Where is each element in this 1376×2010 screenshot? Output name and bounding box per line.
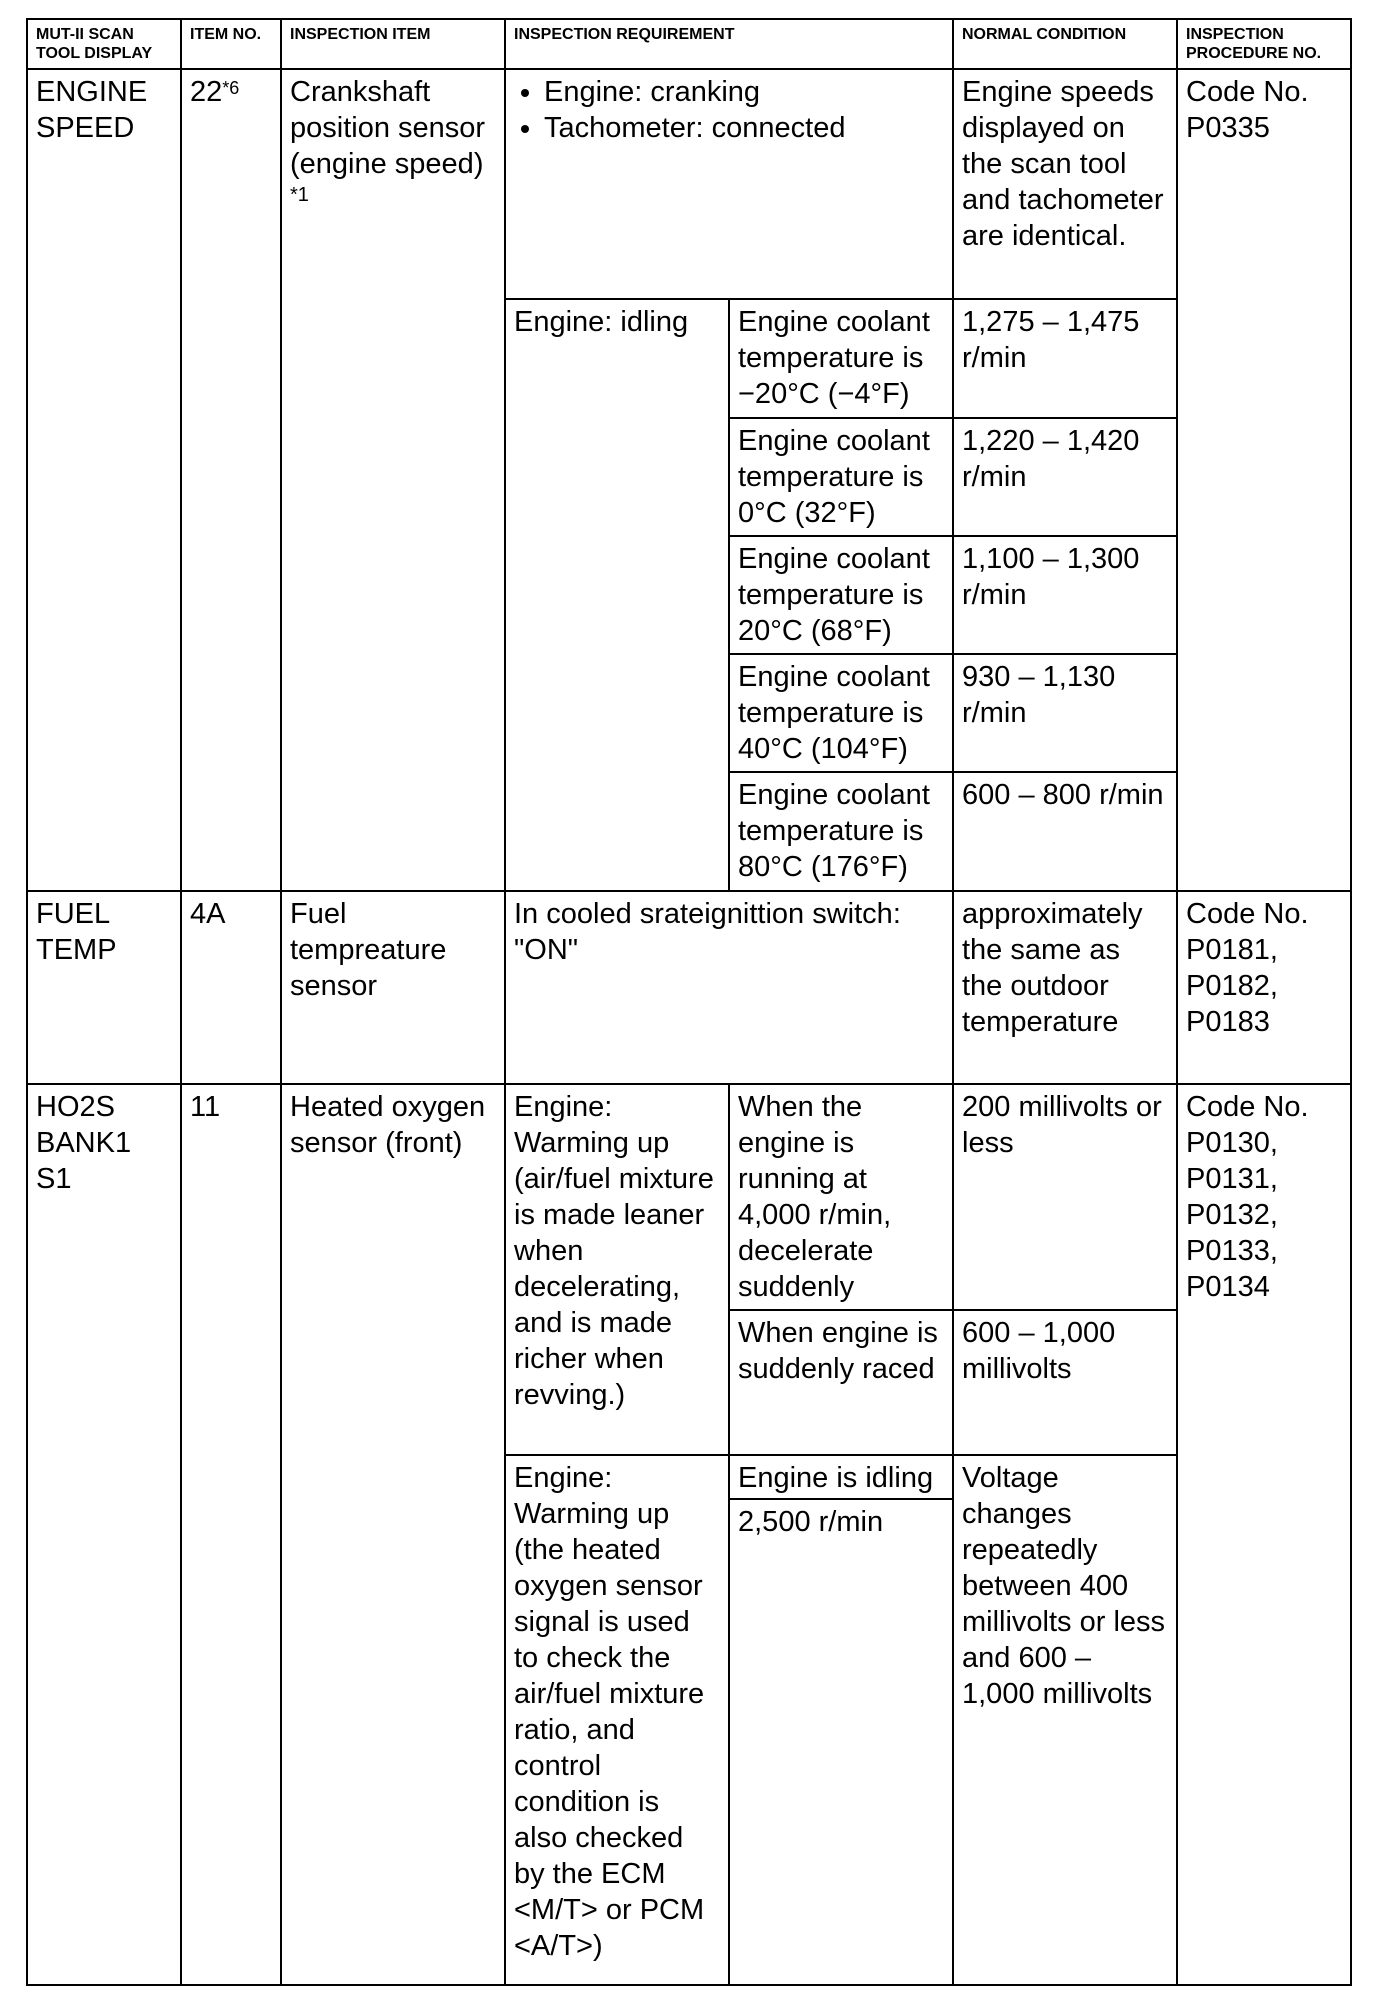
fuel-temp-normal: approximately the same as the outdoor temperature <box>953 891 1177 1084</box>
header-row <box>27 19 1351 69</box>
fuel-temp-requirement: In cooled srateignittion switch: "ON" <box>505 891 953 1084</box>
engine-speed-cranking-req <box>505 69 953 299</box>
ho2s-idle-cond: Engine is idling <box>729 1455 953 1499</box>
ho2s-display-line1: HO2S <box>36 1091 115 1123</box>
ho2s-rpm-cond: 2,500 r/min <box>729 1499 953 1985</box>
ho2s-decel-normal: 200 millivolts or less <box>953 1084 1177 1310</box>
idle-condition-5: Engine coolant temperature is 80°C (176°F) <box>729 772 953 891</box>
inspection-table <box>26 18 1352 1986</box>
ho2s-row-1 <box>27 1084 1351 1310</box>
header-procedure: INSPECTION PROCEDURE NO. <box>1177 19 1351 69</box>
engine-speed-item-text: Crankshaft position sensor (engine speed) <box>290 76 486 180</box>
engine-speed-cranking-normal: Engine speeds displayed on the scan tool and tachometer are identical. <box>953 69 1177 299</box>
ho2s-warmup2-normal: Voltage changes repeatedly between 400 millivolts or less and 600 – 1,000 millivolts <box>953 1455 1177 1985</box>
engine-speed-item-no-value: 22 <box>190 76 223 108</box>
header-display: MUT-II SCAN TOOL DISPLAY <box>27 19 181 69</box>
idle-condition-1: Engine coolant temperature is −20°C (−4°F) <box>729 299 953 418</box>
ho2s-warmup1-req: Engine: Warming up (air/fuel mixture is made leaner when decelerating, and is made richer when revving.) <box>505 1084 729 1455</box>
engine-speed-row <box>27 69 1351 299</box>
idle-normal-2: 1,220 – 1,420 r/min <box>953 418 1177 536</box>
ho2s-decel-cond: When the engine is running at 4,000 r/min, decelerate suddenly <box>729 1084 953 1310</box>
fuel-temp-row <box>27 891 1351 1084</box>
ho2s-procedure: Code No. P0130, P0131, P0132, P0133, P0134 <box>1177 1084 1351 1985</box>
idle-normal-4: 930 – 1,130 r/min <box>953 654 1177 772</box>
engine-speed-idle-label: Engine: idling <box>505 299 729 891</box>
fuel-temp-display <box>27 891 181 1084</box>
idle-condition-2: Engine coolant temperature is 0°C (32°F) <box>729 418 953 536</box>
req-bullet-tachometer: • Tachometer: connected <box>544 110 944 146</box>
engine-speed-item-no <box>181 69 281 891</box>
fuel-temp-item: Fuel tempreature sensor <box>281 891 505 1084</box>
engine-speed-item <box>281 69 505 891</box>
ho2s-item-no: 11 <box>181 1084 281 1985</box>
engine-speed-display-line1: ENGINE <box>36 76 148 108</box>
idle-condition-3: Engine coolant temperature is 20°C (68°F) <box>729 536 953 654</box>
fuel-temp-procedure: Code No. P0181, P0182, P0183 <box>1177 891 1351 1084</box>
ho2s-warmup2-req: Engine: Warming up (the heated oxygen sensor signal is used to check the air/fuel mixture ratio, and control condition is also checked by the ECM <M/T> or PCM <A/T>) <box>505 1455 729 1985</box>
header-normal: NORMAL CONDITION <box>953 19 1177 69</box>
engine-speed-item-note: *1 <box>290 184 309 206</box>
idle-normal-5: 600 – 800 r/min <box>953 772 1177 891</box>
engine-speed-procedure: Code No. P0335 <box>1177 69 1351 891</box>
engine-speed-req-list <box>514 74 944 146</box>
header-requirement: INSPECTION REQUIREMENT <box>505 19 953 69</box>
ho2s-display-line3: S1 <box>36 1163 72 1195</box>
ho2s-item: Heated oxygen sensor (front) <box>281 1084 505 1985</box>
header-item: INSPECTION ITEM <box>281 19 505 69</box>
ho2s-race-cond: When engine is suddenly raced <box>729 1310 953 1455</box>
fuel-temp-display-line2: TEMP <box>36 934 117 966</box>
idle-condition-4: Engine coolant temperature is 40°C (104°F) <box>729 654 953 772</box>
header-item-no: ITEM NO. <box>181 19 281 69</box>
engine-speed-item-no-note: *6 <box>222 78 240 98</box>
engine-speed-display <box>27 69 181 891</box>
fuel-temp-item-no: 4A <box>181 891 281 1084</box>
idle-normal-1: 1,275 – 1,475 r/min <box>953 299 1177 418</box>
engine-speed-display-line2: SPEED <box>36 112 135 144</box>
ho2s-race-normal: 600 – 1,000 millivolts <box>953 1310 1177 1455</box>
fuel-temp-display-line1: FUEL <box>36 898 111 930</box>
ho2s-display-line2: BANK1 <box>36 1127 132 1159</box>
req-bullet-cranking: • Engine: cranking <box>544 74 944 110</box>
ho2s-display <box>27 1084 181 1985</box>
idle-normal-3: 1,100 – 1,300 r/min <box>953 536 1177 654</box>
